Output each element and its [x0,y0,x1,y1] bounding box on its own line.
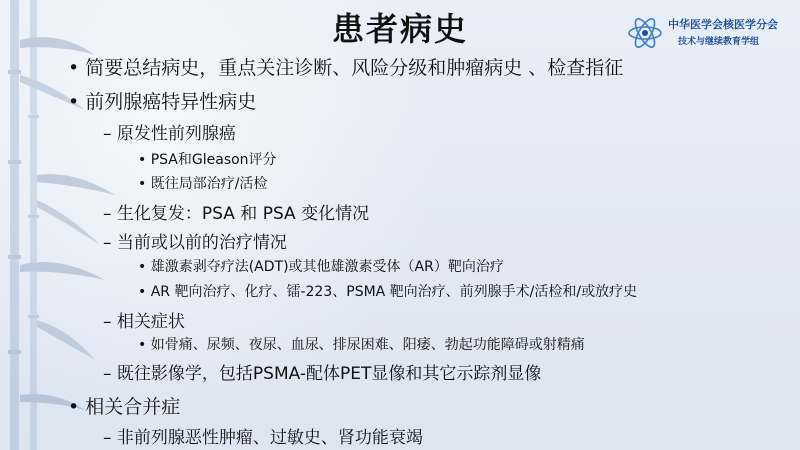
item-3 [138,149,277,169]
item-text: 前列腺癌特异性病史 [85,91,257,113]
item-11 [103,359,541,384]
item-text: 如骨痛、尿频、夜尿、血尿、排尿困难、阳痿、勃起功能障碍或射精痛 [150,337,585,353]
item-text: 相关症状 [116,312,185,332]
item-text: 既往局部治疗/活检 [150,176,268,192]
item-text: 雄激素剥夺疗法(ADT)或其他雄激素受体（AR）靶向治疗 [150,259,504,275]
item-12 [68,392,180,419]
bullet-marker: • [68,396,80,418]
item-2 [103,119,236,144]
dash-marker: – [103,364,112,384]
bullet-marker: • [138,284,147,300]
item-text: AR 靶向治疗、化疗、镭-223、PSMA 靶向治疗、前列腺手术/活检和/或放疗史 [150,284,638,300]
logo-line1: 中华医学会核医学分会 [668,18,778,31]
bullet-marker: • [138,152,147,168]
bullet-marker: • [68,91,80,113]
logo-line2: 技术与继续教育学组 [678,37,760,47]
dash-marker: – [103,204,112,224]
bullet-marker: • [138,259,147,275]
dash-marker: – [103,428,112,448]
item-text: 原发性前列腺癌 [116,124,236,144]
bullet-marker: • [68,57,80,79]
item-4 [138,173,267,193]
item-7 [138,256,504,276]
item-text: 相关合并症 [85,396,181,418]
item-text: 非前列腺恶性肿瘤、过敏史、肾功能衰竭 [116,428,423,448]
item-text: 既往影像学，包括PSMA-配体PET显像和其它示踪剂显像 [116,364,542,384]
item-8 [138,281,637,301]
item-13 [103,423,423,448]
item-9 [103,307,185,332]
dash-marker: – [103,124,112,144]
item-text: PSA和Gleason评分 [150,152,277,168]
bullet-marker: • [138,176,147,192]
item-text: 生化复发：PSA 和 PSA 变化情况 [116,204,370,224]
bullet-marker: • [138,337,147,353]
dash-marker: – [103,233,112,253]
item-text: 当前或以前的治疗情况 [116,233,287,253]
item-6 [103,228,287,253]
item-5 [103,199,369,224]
dash-marker: – [103,312,112,332]
slide-title: 患者病史 [331,10,468,48]
item-0 [68,53,623,80]
item-1 [68,87,256,114]
item-10 [138,334,585,354]
item-text: 简要总结病史，重点关注诊断、风险分级和肿瘤病史 、检查指征 [85,57,624,79]
